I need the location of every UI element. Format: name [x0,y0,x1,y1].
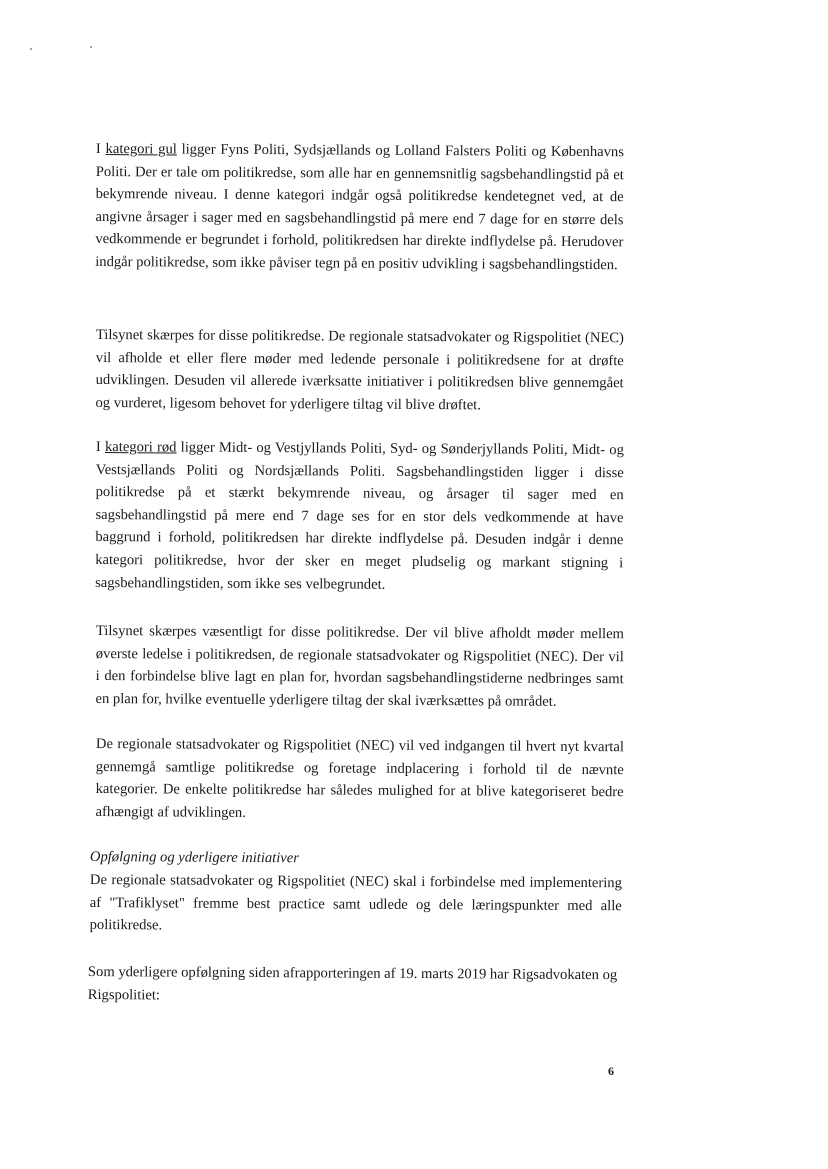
category-term-rod: kategori rød [104,439,177,456]
paragraph-prefix: I [95,438,106,456]
section-heading: Opfølgning og yderligere initiativer [89,848,299,867]
paragraph-opfolgning: De regionale statsadvokater og Rigspolitiet (NEC) skal i forbindelse med implementering af "Trafiklyset" fremme best practice samt udlede og dele læringspunkter med alle politikredse. [89,871,622,934]
scan-speck [90,46,92,48]
scan-speck [30,48,32,50]
paragraph-kategori-rod [95,436,624,597]
paragraph-kvartal: De regionale statsadvokater og Rigspolitiet (NEC) vil ved indgangen til hvert nyt kvartal gennemgå samtlige politikredse og foretage indplacering i forhold til de nævnte kategorier. De enkelte politikredse har således mulighed for at blive kategoriseret bedre afhængigt af udviklingen. [95,735,624,821]
category-term-gul: kategori gul [105,141,177,158]
page-number: 6 [608,1064,614,1078]
paragraph-kategori-gul [95,138,624,277]
paragraph-body: ligger Midt- og Vestjyllands Politi, Syd- og Sønderjyllands Politi, Midt- og Vestsjællands Politi og Nordsjællands Politi. Sagsbehandlingstiden ligger i disse politikredse på et stærkt bekymrende niveau, og årsager til sager med en sagsbehandlingstid på mere end 7 dage ses for en stor dels vedkommende at have baggrund i forhold, politikredsen har direkte indflydelse på. Desuden indgår i denne kategori politikredse, hvor der sker en meget pludselig og markant stigning i sagsbehandlingstiden, som ikke ses velbegrundet. [95,439,624,593]
paragraph-tilsyn-rod: Tilsynet skærpes væsentligt for disse politikredse. Der vil blive afholdt møder mellem øverste ledelse i politikredsen, de regionale statsadvokater og Rigspolitiet (NEC). Der vil i den forbindelse blive lagt en plan for, hvordan sagsbehandlingstiderne nedbringes samt en plan for, hvilke eventuelle yderligere tiltag der skal iværksættes på området. [95,622,624,710]
paragraph-yderligere: Som yderligere opfølgning siden afrapporteringen af 19. marts 2019 har Rigsadvokaten og Rigspolitiet: [87,963,618,1004]
paragraph-prefix: I [95,140,106,158]
paragraph-tilsyn-gul: Tilsynet skærpes for disse politikredse. De regionale statsadvokater og Rigspolitiet (NEC) vil afholde et eller flere møder med ledende personale i politikredsene for at drøfte udviklingen. Desuden vil allerede iværksatte initiativer i politikredsen blive gennemgået og vurderet, ligesom behovet for yderligere tiltag vil blive drøftet. [95,326,624,414]
paragraph-body: ligger Fyns Politi, Sydsjællands og Lolland Falsters Politi og Københavns Politi. Der er tale om politikredse, som alle har en gennemsnitlig sagsbehandlingstid på et bekymrende niveau. I denne kategori indgår også politikredse kendetegnet ved, at de angivne årsager i sager med en sagsbehandlingstid på mere end 7 dage for en større dels vedkommende er begrundet i forhold, politikredsen har direkte indflydelse på. Herudover indgår politikredse, som ikke påviser tegn på en positiv udvikling i sagsbehandlingstiden. [95,141,624,274]
